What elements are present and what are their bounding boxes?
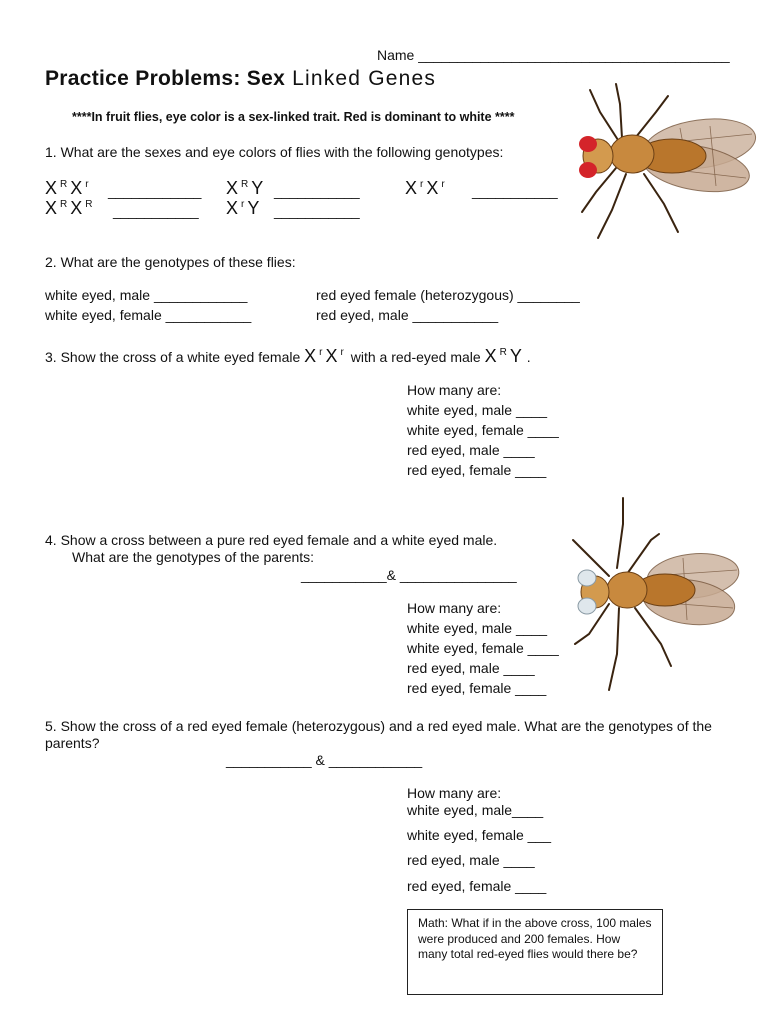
q2-item-red-male[interactable]: red eyed, male ___________ <box>316 307 499 323</box>
q2-item-white-male[interactable]: white eyed, male ____________ <box>45 287 248 303</box>
q3-count-white-male[interactable]: white eyed, male ____ <box>407 402 548 418</box>
q3-male-genotype: X $^R$ Y <box>484 346 523 366</box>
q4-prompt-line2: What are the genotypes of the parents: <box>72 549 315 565</box>
name-line[interactable]: Name ________________________________________ <box>377 47 730 63</box>
q1-blank-5[interactable]: ___________ <box>274 203 360 219</box>
white-eyed-fly-illustration <box>565 494 745 694</box>
q4-count-red-male[interactable]: red eyed, male ____ <box>407 660 535 676</box>
title-light: Linked Genes <box>285 67 437 90</box>
q3-prompt: 3. Show the cross of a white eyed female X $^r$ X $^r$ with a red-eyed male X $^R$ Y . <box>45 346 531 366</box>
q5-how-many: How many are: <box>407 785 502 801</box>
q1-genotype-2: X $^R$ Y <box>226 178 265 198</box>
q1-blank-4[interactable]: ___________ <box>113 203 199 219</box>
q1-blank-2[interactable]: ___________ <box>274 183 360 199</box>
q1-blank-1[interactable]: ____________ <box>108 183 202 199</box>
q4-count-white-female[interactable]: white eyed, female ____ <box>407 640 559 656</box>
q5-prompt-line2: parents? <box>45 735 100 751</box>
q5-count-white-female[interactable]: white eyed, female ___ <box>407 827 551 843</box>
q5-count-red-male[interactable]: red eyed, male ____ <box>407 852 535 868</box>
q4-count-red-female[interactable]: red eyed, female ____ <box>407 680 547 696</box>
q1-blank-3[interactable]: ___________ <box>472 183 558 199</box>
title-bold: Practice Problems: Sex <box>45 67 286 90</box>
red-eyed-fly-illustration <box>560 82 760 242</box>
q4-how-many: How many are: <box>407 600 502 616</box>
q5-count-red-female[interactable]: red eyed, female ____ <box>407 878 547 894</box>
intro-statement: ****In fruit flies, eye color is a sex-linked trait. Red is dominant to white **** <box>72 110 515 124</box>
q2-item-red-female-het[interactable]: red eyed female (heterozygous) ________ <box>316 287 580 303</box>
q1-prompt: 1. What are the sexes and eye colors of flies with the following genotypes: <box>45 144 504 160</box>
q1-genotype-4: X $^R$ X $^R$ <box>45 198 93 218</box>
q3-how-many: How many are: <box>407 382 502 398</box>
q3-female-genotype: X $^r$ X $^r$ <box>304 346 344 366</box>
math-box: Math: What if in the above cross, 100 males were produced and 200 females. How many total red-eyed flies would there be? <box>407 909 663 995</box>
q3-count-white-female[interactable]: white eyed, female ____ <box>407 422 559 438</box>
q1-genotype-3: X $^r$ X $^r$ <box>405 178 445 198</box>
q2-item-white-female[interactable]: white eyed, female ___________ <box>45 307 252 323</box>
q2-prompt: 2. What are the genotypes of these flies: <box>45 254 296 270</box>
q5-parent-blanks[interactable]: ___________ & ____________ <box>226 752 423 768</box>
q5-count-white-male[interactable]: white eyed, male____ <box>407 802 544 818</box>
q5-prompt-line1: 5. Show the cross of a red eyed female (heterozygous) and a red eyed male. What are the genotypes of the <box>45 718 712 734</box>
q1-genotype-5: X $^r$ Y <box>226 198 261 218</box>
page-title <box>45 67 436 91</box>
q4-prompt-line1: 4. Show a cross between a pure red eyed female and a white eyed male. <box>45 532 498 548</box>
q1-genotype-1: X $^R$ X $^r$ <box>45 178 89 198</box>
q4-count-white-male[interactable]: white eyed, male ____ <box>407 620 548 636</box>
q3-count-red-male[interactable]: red eyed, male ____ <box>407 442 535 458</box>
q4-parent-blanks[interactable]: ___________& _______________ <box>301 567 517 583</box>
q3-count-red-female[interactable]: red eyed, female ____ <box>407 462 547 478</box>
